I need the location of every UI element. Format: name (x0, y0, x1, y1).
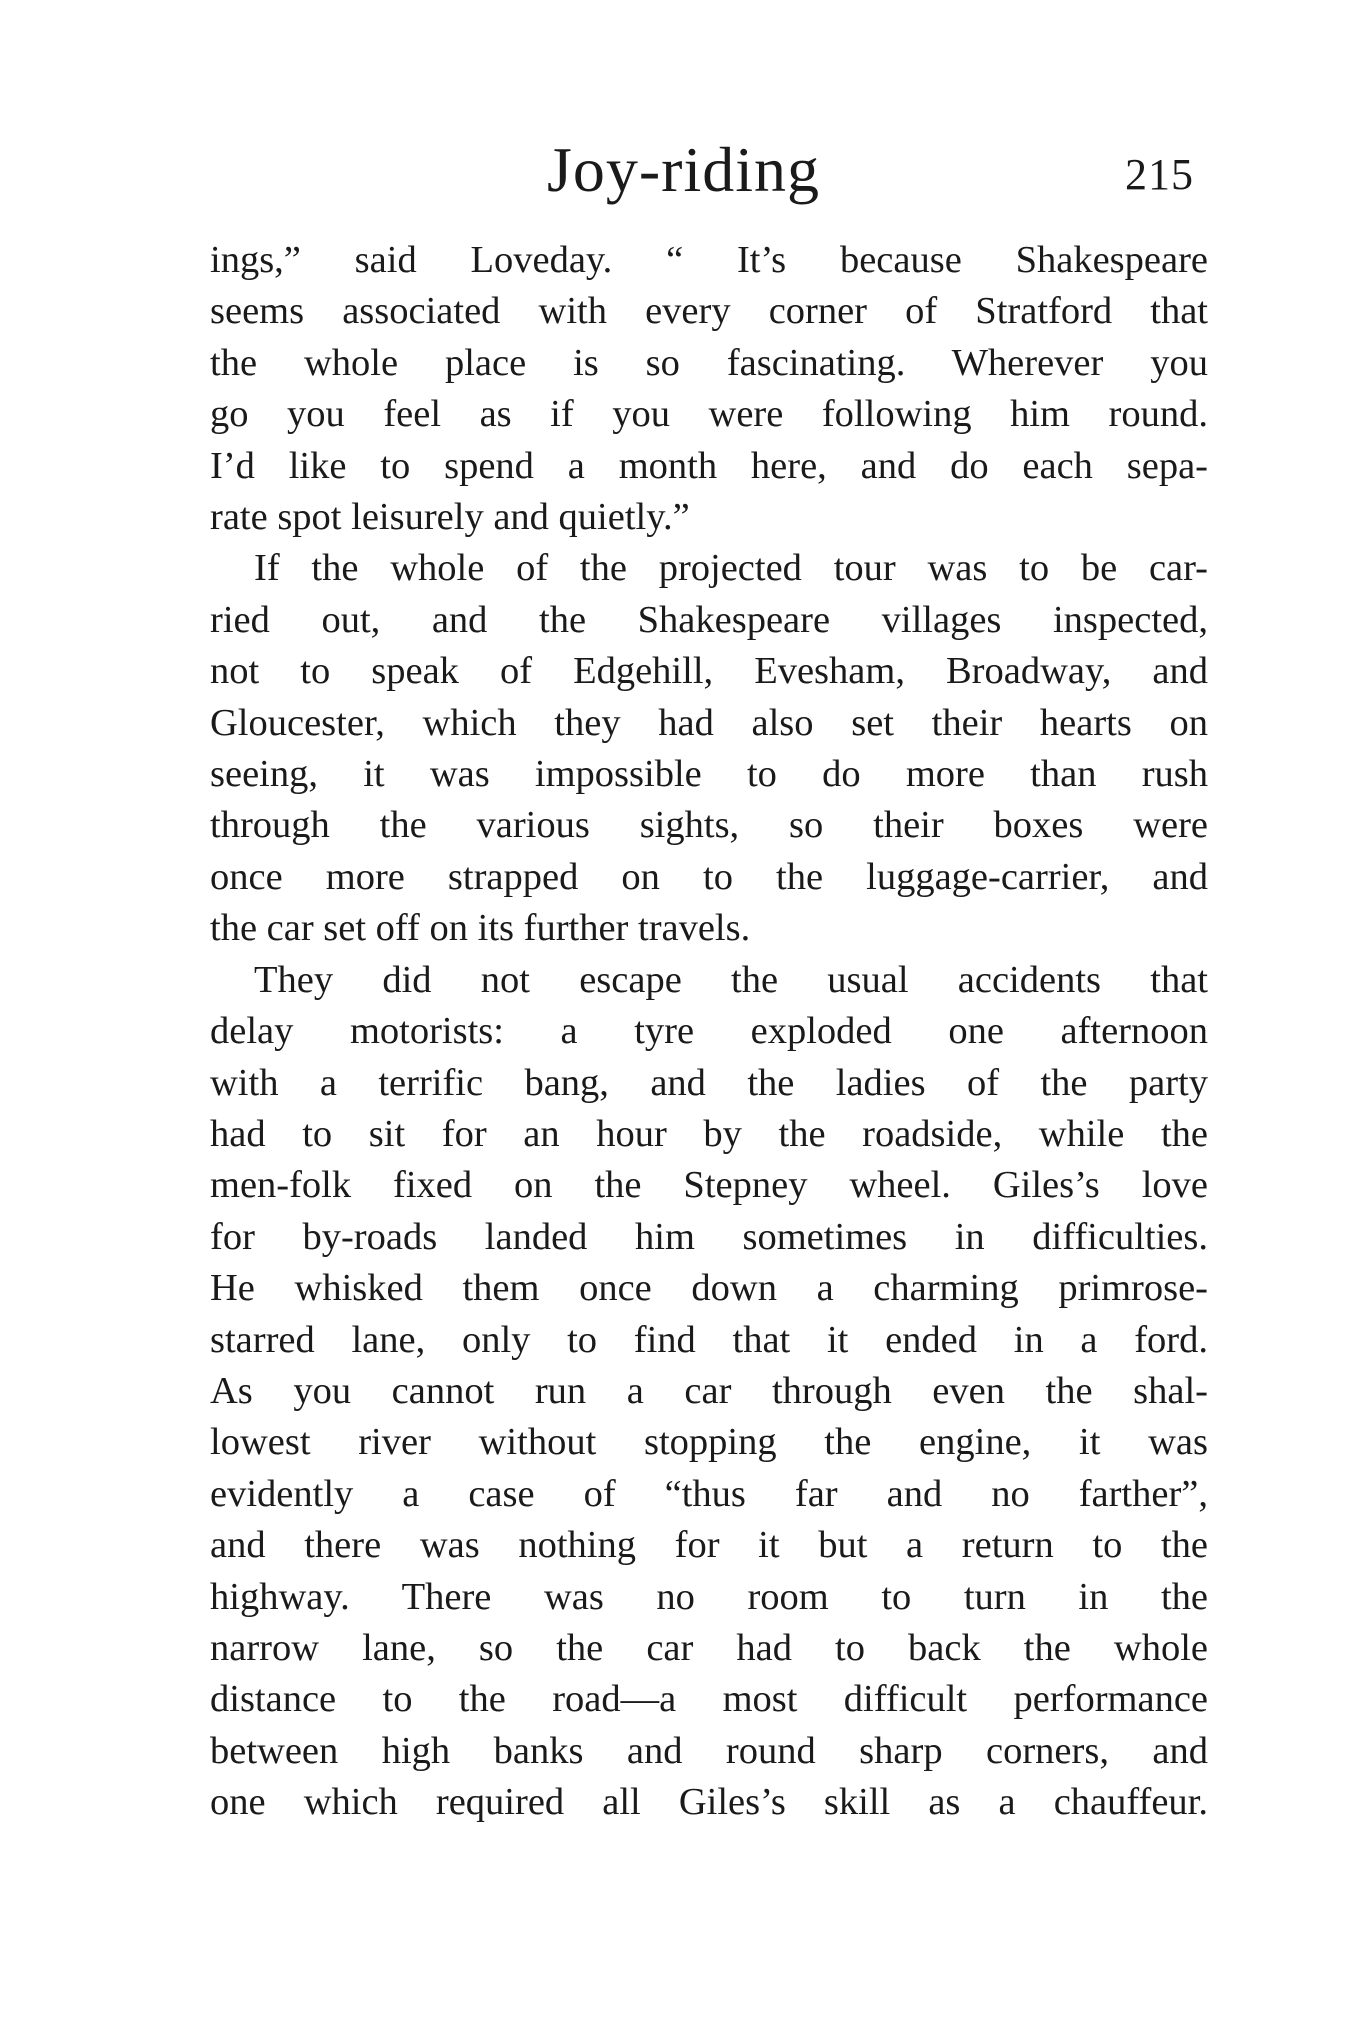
running-title: Joy-riding (546, 134, 821, 205)
text-line: for by-roads landed him sometimes in difficulties. (210, 1215, 1208, 1258)
text-line: Gloucester, which they had also set their hearts on (210, 701, 1208, 744)
text-line: rate spot leisurely and quietly.” (210, 496, 690, 539)
text-line: As you cannot run a car through even the shal- (210, 1369, 1208, 1412)
text-line: starred lane, only to find that it ended in a ford. (210, 1318, 1208, 1361)
text-line: the whole place is so fascinating. Wherever you (210, 341, 1208, 384)
text-line: seeing, it was impossible to do more than rush (210, 753, 1208, 796)
paragraph-1 (210, 235, 1208, 543)
text-line: delay motorists: a tyre exploded one afternoon (210, 1010, 1208, 1053)
text-line: highway. There was no room to turn in the (210, 1575, 1208, 1618)
text-line: one which required all Giles’s skill as a chauffeur. (210, 1781, 1208, 1824)
text-line: evidently a case of “thus far and no farther”, (210, 1472, 1208, 1515)
text-line: If the whole of the projected tour was to be car- (254, 547, 1208, 590)
text-line: go you feel as if you were following him round. (210, 393, 1208, 436)
text-line: seems associated with every corner of Stratford that (210, 290, 1208, 333)
text-line: They did not escape the usual accidents that (254, 958, 1208, 1001)
text-line: lowest river without stopping the engine, it was (210, 1421, 1208, 1464)
text-line: ried out, and the Shakespeare villages inspected, (210, 598, 1208, 641)
body-text (210, 235, 1208, 1829)
text-line: had to sit for an hour by the roadside, while the (210, 1112, 1208, 1155)
text-line: the car set off on its further travels. (210, 907, 751, 950)
text-line: narrow lane, so the car had to back the whole (210, 1626, 1208, 1669)
text-line: once more strapped on to the luggage-carrier, and (210, 855, 1208, 898)
page-number: 215 (1125, 150, 1194, 199)
text-line: through the various sights, so their boxes were (210, 804, 1208, 847)
text-line: and there was nothing for it but a return to the (210, 1524, 1208, 1567)
text-line: I’d like to spend a month here, and do each sepa- (210, 444, 1208, 487)
text-line: between high banks and round sharp corners, and (210, 1729, 1208, 1772)
running-head (0, 130, 1367, 210)
text-line: men-folk fixed on the Stepney wheel. Giles’s love (210, 1164, 1208, 1207)
paragraph-3 (210, 955, 1208, 1829)
text-line: He whisked them once down a charming primrose- (210, 1267, 1208, 1310)
text-line: distance to the road—a most difficult performance (210, 1678, 1208, 1721)
paragraph-2 (210, 543, 1208, 954)
text-line: ings,” said Loveday. “ It’s because Shakespeare (210, 239, 1208, 281)
text-line: with a terrific bang, and the ladies of the party (210, 1061, 1208, 1104)
text-line: not to speak of Edgehill, Evesham, Broadway, and (210, 650, 1208, 693)
